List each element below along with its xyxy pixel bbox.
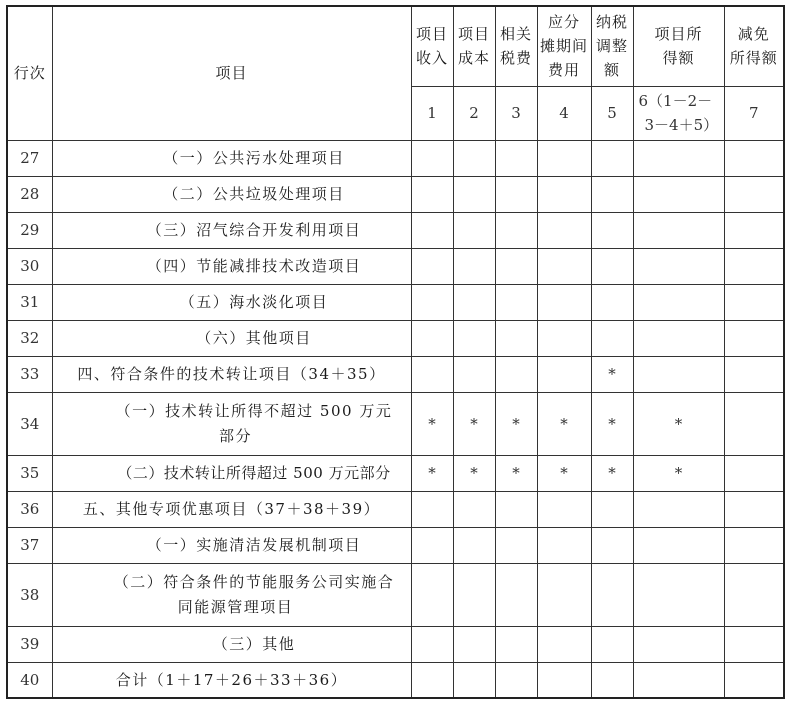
cell [591,320,633,356]
cell: * [633,392,724,455]
col-4-header: 应分 摊期间 费用 [537,6,591,86]
row-item-label: 合计（1＋17＋26＋33＋36） [52,662,411,698]
cell [453,284,495,320]
cell [495,248,537,284]
cell [591,662,633,698]
table-row [7,320,784,356]
row-number: 33 [7,356,52,392]
cell [724,248,784,284]
cell [411,140,453,176]
row-item-label: （五）海水淡化项目 [52,284,411,320]
cell [591,140,633,176]
cell [537,140,591,176]
cell [411,284,453,320]
cell: * [495,455,537,491]
table-row [7,284,784,320]
cell [591,248,633,284]
cell [537,176,591,212]
cell [495,527,537,563]
cell [495,212,537,248]
cell [591,527,633,563]
cell [633,248,724,284]
row-item-label: （一）公共污水处理项目 [52,140,411,176]
cell [724,284,784,320]
cell [495,662,537,698]
table-row [7,563,784,626]
cell [633,356,724,392]
cell [633,527,724,563]
cell [591,491,633,527]
col-2-header: 项目 成本 [453,6,495,86]
cell [411,176,453,212]
row-item-label: （二）符合条件的节能服务公司实施合 同能源管理项目 [52,563,411,626]
cell [537,563,591,626]
col-5-header: 纳税 调整 额 [591,6,633,86]
table-row [7,176,784,212]
cell [724,212,784,248]
cell: * [411,392,453,455]
cell [453,662,495,698]
cell [724,491,784,527]
row-number: 40 [7,662,52,698]
col-4-index: 4 [537,86,591,140]
row-number: 38 [7,563,52,626]
cell [453,212,495,248]
cell [633,212,724,248]
col-6-header: 项目所 得额 [633,6,724,86]
cell [537,248,591,284]
cell [724,356,784,392]
cell [633,662,724,698]
cell [537,662,591,698]
col-7-header: 减免 所得额 [724,6,784,86]
col-2-index: 2 [453,86,495,140]
row-item-label: （一）技术转让所得不超过 500 万元 部分 [52,392,411,455]
cell [411,563,453,626]
cell [495,176,537,212]
cell [633,284,724,320]
cell [724,455,784,491]
row-item-label: 五、其他专项优惠项目（37＋38＋39） [52,491,411,527]
cell [537,356,591,392]
row-number: 31 [7,284,52,320]
cell [633,176,724,212]
row-item-label: （二）技术转让所得超过 500 万元部分 [52,455,411,491]
col-3-index: 3 [495,86,537,140]
cell: * [411,455,453,491]
col-3-header: 相关 税费 [495,6,537,86]
row-number: 34 [7,392,52,455]
row-item-label: （一）实施清洁发展机制项目 [52,527,411,563]
col-7-index: 7 [724,86,784,140]
cell [537,284,591,320]
cell [453,527,495,563]
cell [411,248,453,284]
cell [724,626,784,662]
cell: * [453,392,495,455]
cell [495,320,537,356]
row-number: 28 [7,176,52,212]
header-label-row [7,6,784,86]
cell [537,212,591,248]
cell [591,626,633,662]
cell [411,212,453,248]
row-item-label: 四、符合条件的技术转让项目（34＋35） [52,356,411,392]
cell [411,527,453,563]
row-item-label: （六）其他项目 [52,320,411,356]
cell [591,212,633,248]
table-row [7,248,784,284]
cell: * [537,455,591,491]
cell [537,527,591,563]
cell: * [633,455,724,491]
cell [453,491,495,527]
cell [495,563,537,626]
cell [411,356,453,392]
cell [591,563,633,626]
row-number: 29 [7,212,52,248]
table-row [7,140,784,176]
row-item-label: （二）公共垃圾处理项目 [52,176,411,212]
cell [633,491,724,527]
col-5-index: 5 [591,86,633,140]
cell [724,662,784,698]
cell [453,356,495,392]
table-row [7,662,784,698]
table-row [7,455,784,491]
row-number: 35 [7,455,52,491]
cell: * [453,455,495,491]
cell [591,284,633,320]
cell [411,662,453,698]
cell [724,320,784,356]
cell [724,176,784,212]
cell: * [591,455,633,491]
cell [633,563,724,626]
row-number: 36 [7,491,52,527]
cell [633,320,724,356]
row-item-label: （三）沼气综合开发利用项目 [52,212,411,248]
table-row [7,212,784,248]
cell [495,491,537,527]
row-number: 37 [7,527,52,563]
cell [453,140,495,176]
cell [453,626,495,662]
cell: * [537,392,591,455]
cell: * [591,356,633,392]
row-no-header: 行次 [7,6,52,140]
cell [453,248,495,284]
cell [495,140,537,176]
cell [724,140,784,176]
cell [724,527,784,563]
row-number: 32 [7,320,52,356]
item-header: 项目 [52,6,411,140]
cell [591,176,633,212]
table-row [7,527,784,563]
cell [537,626,591,662]
cell [633,140,724,176]
cell [453,320,495,356]
cell [495,356,537,392]
row-number: 39 [7,626,52,662]
table-row [7,356,784,392]
tax-form-table [6,5,785,699]
cell [411,320,453,356]
cell [537,491,591,527]
col-6-index: 6（1－2－ 3－4＋5） [633,86,724,140]
cell [495,626,537,662]
col-1-header: 项目 收入 [411,6,453,86]
row-number: 27 [7,140,52,176]
row-number: 30 [7,248,52,284]
cell [633,626,724,662]
row-item-label: （四）节能减排技术改造项目 [52,248,411,284]
row-item-label: （三）其他 [52,626,411,662]
cell [537,320,591,356]
cell [724,563,784,626]
cell [411,626,453,662]
cell: * [495,392,537,455]
cell [453,176,495,212]
table-row [7,392,784,455]
table-row [7,491,784,527]
col-1-index: 1 [411,86,453,140]
cell: * [591,392,633,455]
table-row [7,626,784,662]
cell [724,392,784,455]
cell [411,491,453,527]
cell [495,284,537,320]
cell [453,563,495,626]
